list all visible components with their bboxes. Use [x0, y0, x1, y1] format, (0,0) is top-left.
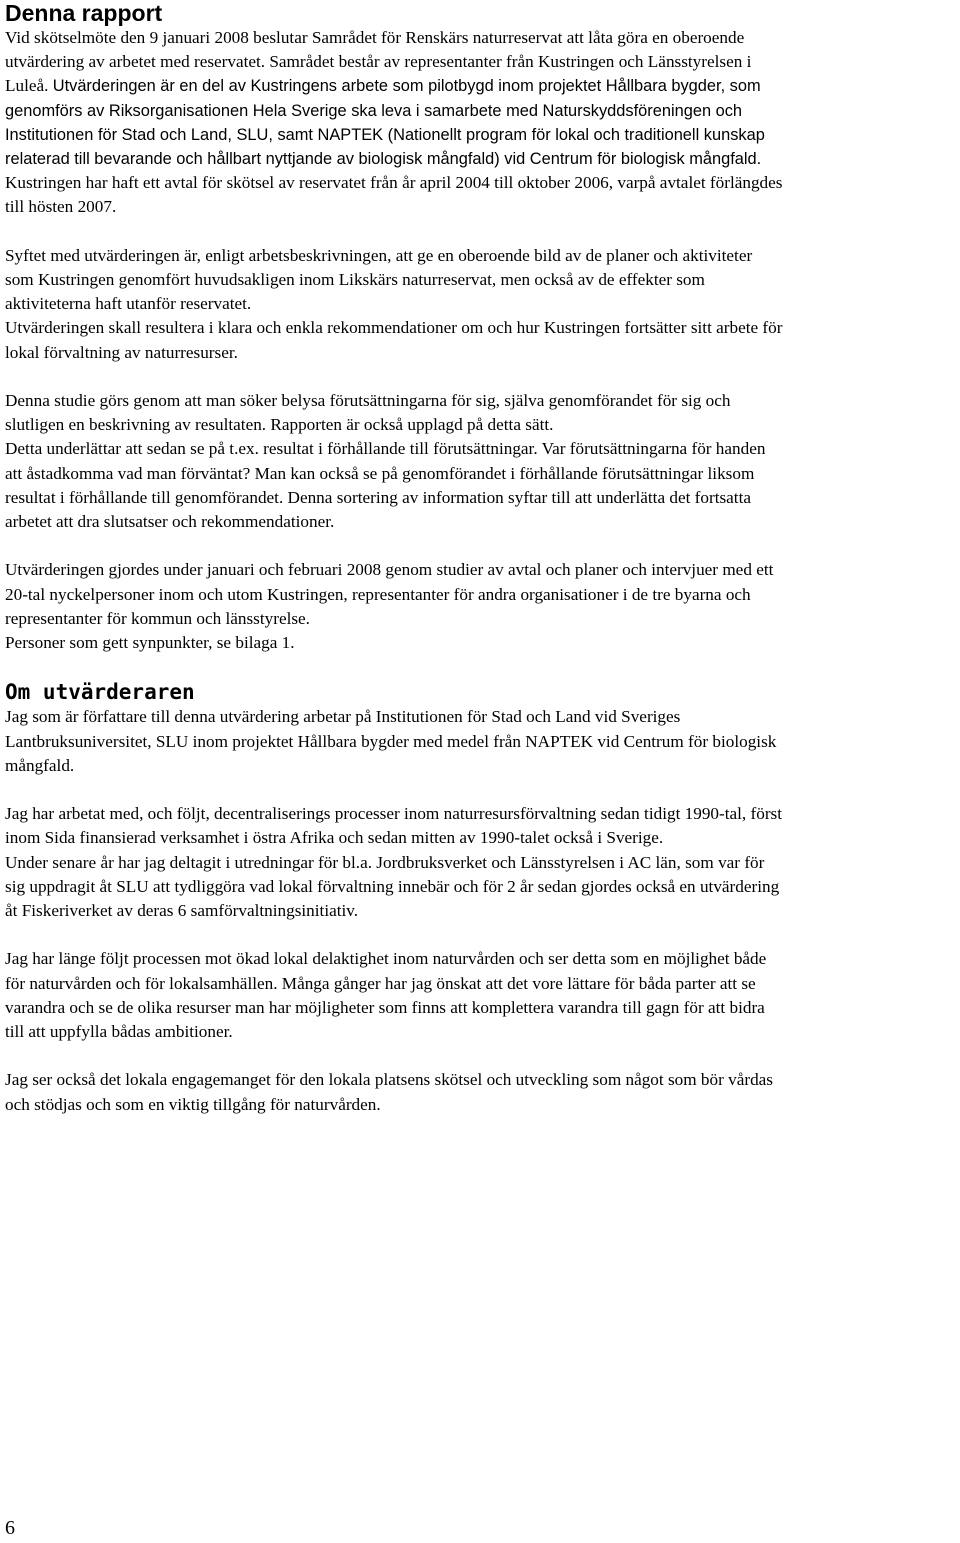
text-line: som Kustringen genomfört huvudsakligen inom Likskärs naturreservat, men också av de effekter som: [5, 270, 705, 290]
paragraph-purpose: [5, 244, 957, 365]
text-line: Institutionen för Stad och Land, SLU, samt NAPTEK (Nationellt program för lokal och traditionell kunskap: [5, 125, 765, 144]
document-page: [5, 0, 957, 1117]
text-line: Jag som är författare till denna utvärdering arbetar på Institutionen för Stad och Land vid Sveriges: [5, 707, 681, 727]
text-line: genomförs av Riksorganisationen Hela Sverige ska leva i samarbete med Naturskyddsföreningen och: [5, 101, 743, 120]
text-line: varandra och se de olika resurser man har möjligheter som finns att komplettera varandra till gagn för att bidra: [5, 997, 765, 1017]
text-line: slutligen en beskrivning av resultaten. Rapporten är också upplagd på detta sätt.: [5, 415, 554, 435]
text-line: Detta underlättar att sedan se på t.ex. resultat i förhållande till förutsättningar. Var förutsättningarna för handen: [5, 439, 766, 459]
paragraph-method: [5, 389, 957, 534]
text-line: relaterad till bevarande och hållbart nyttjande av biologisk mångfald) vid Centrum för biologisk mångfald.: [5, 150, 762, 169]
text-line: lokal förvaltning av naturresurser.: [5, 342, 238, 362]
paragraph-evaluator-experience: [5, 802, 957, 923]
text-line: Kustringen har haft ett avtal för skötsel av reservatet från år april 2004 till oktober 2006, varpå avtalet förlängdes: [5, 173, 783, 193]
page-number: 6: [5, 1517, 15, 1539]
text-line-mixed: [5, 74, 957, 98]
text-line: Utvärderingen gjordes under januari och februari 2008 genom studier av avtal och planer och intervjuer med ett: [5, 560, 774, 580]
text-line: Vid skötselmöte den 9 januari 2008 beslutar Samrådet för Renskärs naturreservat att låta göra en oberoende: [5, 28, 745, 47]
text-line: åt Fiskeriverket av deras 6 samförvaltningsinitiativ.: [5, 901, 359, 921]
heading-denna-rapport: Denna rapport: [5, 0, 163, 26]
paragraph-evaluator-engagement: [5, 1068, 957, 1116]
text-line: representanter för kommun och länsstyrelse.: [5, 608, 310, 628]
paragraph-gap: [5, 534, 957, 558]
paragraph-evaluator-intro: [5, 705, 957, 778]
paragraph-report-intro: [5, 26, 957, 220]
text-fragment-sans: Utvärderingen är en del av Kustringens arbete som pilotbygd inom projektet Hållbara bygder, som: [52, 77, 761, 96]
text-line: till att uppfylla bådas ambitioner.: [5, 1022, 233, 1042]
text-line: Denna studie görs genom att man söker belysa förutsättningarna för sig, själva genomförandet för sig och: [5, 391, 731, 411]
text-line: inom Sida finansierad verksamhet i östra Afrika och sedan mitten av 1990-talet också i Sverige.: [5, 828, 664, 848]
text-line: resultat i förhållande till genomförandet. Denna sortering av information syftar till att underlätta det fortsatta: [5, 487, 751, 507]
paragraph-gap: [5, 923, 957, 947]
text-fragment: Luleå.: [5, 76, 53, 96]
text-line: utvärdering av arbetet med reservatet. Samrådet består av representanter från Kustringen och Länsstyrelsen i: [5, 52, 752, 72]
text-line: arbetet att dra slutsatser och rekommendationer.: [5, 512, 335, 532]
text-line: 20-tal nyckelpersoner inom och utom Kustringen, representanter för andra organisationer i de tre byarna och: [5, 584, 751, 604]
text-line: för naturvården och för lokalsamhällen. Många gånger har jag önskat att det vore lättare för båda parter att se: [5, 973, 756, 993]
paragraph-gap: [5, 655, 957, 679]
paragraph-timeline: [5, 558, 957, 655]
text-line: Jag ser också det lokala engagemanget för den lokala platsens skötsel och utveckling som något som bör vårdas: [5, 1070, 773, 1090]
text-line: mångfald.: [5, 755, 75, 775]
text-line: till hösten 2007.: [5, 197, 117, 217]
text-line: och stödjas och som en viktig tillgång för naturvården.: [5, 1094, 381, 1114]
text-line: Personer som gett synpunkter, se bilaga 1.: [5, 633, 295, 653]
text-line: Under senare år har jag deltagit i utredningar för bl.a. Jordbruksverket och Länsstyrelsen i AC län, som var för: [5, 852, 765, 872]
text-line: att åstadkomma vad man förväntat? Man kan också se på genomförandet i förhållande förutsättningar liksom: [5, 463, 755, 483]
paragraph-gap: [5, 1044, 957, 1068]
text-line: Utvärderingen skall resultera i klara och enkla rekommendationer om och hur Kustringen fortsätter sitt arbete för: [5, 318, 783, 338]
heading-om-utvarderaren: Om utvärderaren: [5, 680, 195, 705]
paragraph-gap: [5, 778, 957, 802]
text-line: sig uppdragit åt SLU att tydliggöra vad lokal förvaltning innebär och för 2 år sedan gjordes också en utvärdering: [5, 876, 780, 896]
paragraph-gap: [5, 365, 957, 389]
paragraph-gap: [5, 220, 957, 244]
text-line: Lantbruksuniversitet, SLU inom projektet Hållbara bygder med medel från NAPTEK vid Centrum för biologisk: [5, 731, 777, 751]
text-line: aktiviteterna haft utanför reservatet.: [5, 294, 252, 314]
paragraph-evaluator-process: [5, 947, 957, 1044]
text-line: Jag har länge följt processen mot ökad lokal delaktighet inom naturvården och ser detta som en möjlighet både: [5, 949, 767, 969]
text-line: Syftet med utvärderingen är, enligt arbetsbeskrivningen, att ge en oberoende bild av de planer och aktiviteter: [5, 245, 753, 265]
text-line: Jag har arbetat med, och följt, decentraliserings processer inom naturresursförvaltning sedan tidigt 1990-tal, först: [5, 804, 783, 824]
